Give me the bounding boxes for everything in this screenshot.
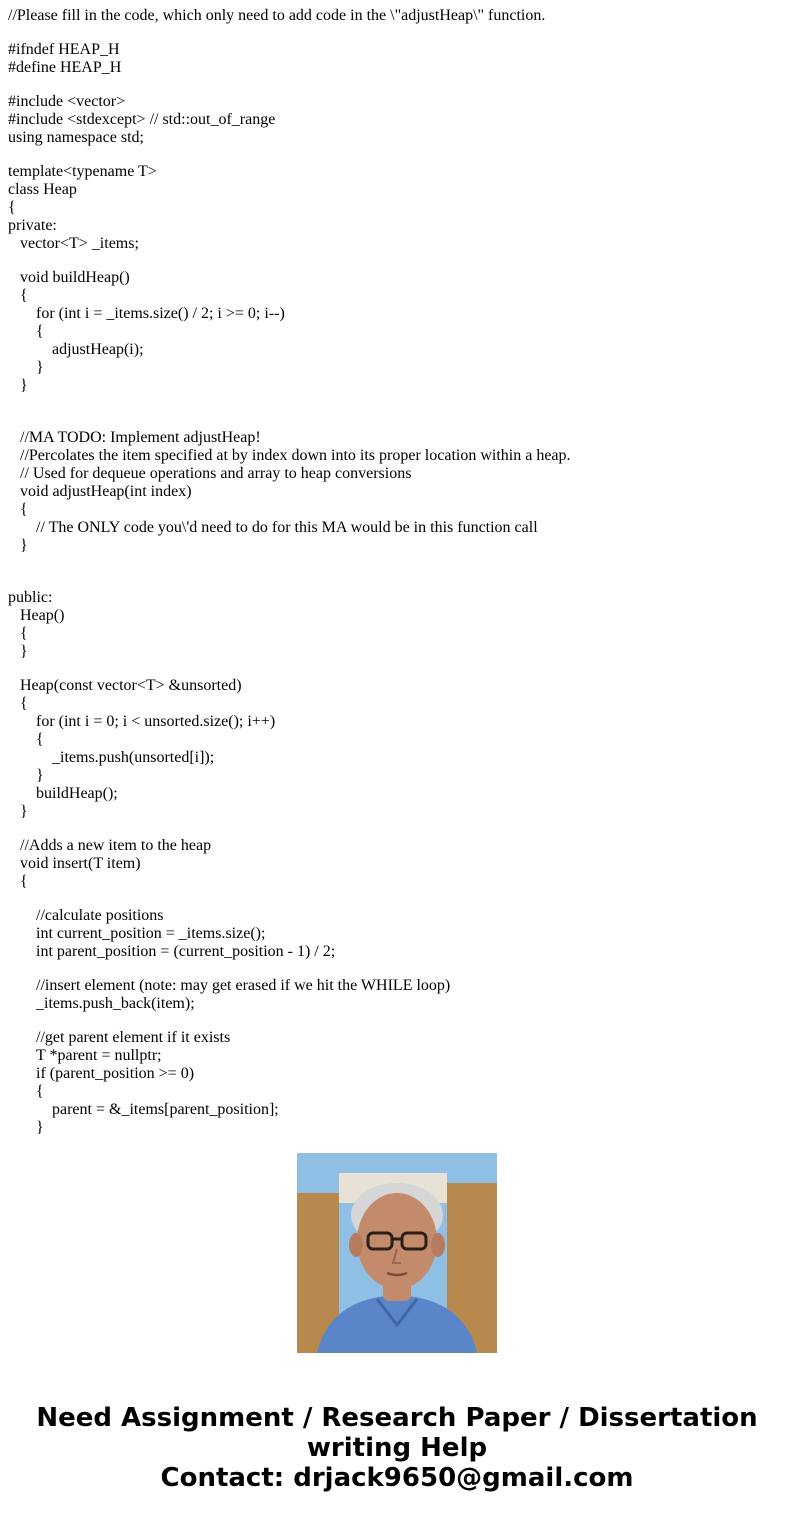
code-line: int parent_position = (current_position - 1) / 2;: [36, 943, 336, 960]
code-line: #define HEAP_H: [8, 59, 122, 76]
code-line: }: [20, 537, 28, 554]
code-line: {: [36, 1083, 44, 1100]
code-line: Heap(): [20, 607, 65, 624]
code-line: if (parent_position >= 0): [36, 1065, 195, 1082]
code-line: buildHeap();: [36, 785, 118, 802]
code-line: }: [20, 377, 28, 394]
code-line: using namespace std;: [8, 129, 144, 146]
code-line: // Used for dequeue operations and array to heap conversions: [20, 465, 412, 482]
code-line: //insert element (note: may get erased if we hit the WHILE loop): [36, 977, 451, 994]
promo-banner: [0, 1403, 794, 1493]
code-line: class Heap: [8, 181, 77, 198]
code-line: }: [36, 1119, 44, 1136]
code-line: }: [20, 643, 28, 660]
code-line: }: [36, 767, 44, 784]
code-line: void buildHeap(): [20, 269, 130, 286]
code-line: void insert(T item): [20, 855, 141, 872]
code-line: //calculate positions: [36, 907, 164, 924]
code-line: template<typename T>: [8, 163, 157, 180]
code-line: {: [20, 873, 28, 890]
code-line: {: [36, 323, 44, 340]
code-line: //Percolates the item specified at by index down into its proper location within a heap.: [20, 447, 571, 464]
code-line: {: [20, 695, 28, 712]
promo-line: writing Help: [306, 1433, 488, 1463]
code-line: adjustHeap(i);: [52, 341, 144, 358]
code-line: //Please fill in the code, which only need to add code in the \"adjustHeap\" function.: [8, 7, 546, 24]
code-line: // The ONLY code you\'d need to do for this MA would be in this function call: [36, 519, 538, 536]
code-line: vector<T> _items;: [20, 235, 139, 252]
code-line: private:: [8, 217, 57, 234]
avatar: [297, 1153, 497, 1353]
code-line: T *parent = nullptr;: [36, 1047, 162, 1064]
code-line: }: [20, 803, 28, 820]
code-line: _items.push(unsorted[i]);: [52, 749, 215, 766]
code-line: #ifndef HEAP_H: [8, 41, 120, 58]
code-line: //MA TODO: Implement adjustHeap!: [20, 429, 261, 446]
code-line: {: [20, 287, 28, 304]
code-line: Heap(const vector<T> &unsorted): [20, 677, 242, 694]
code-line: //get parent element if it exists: [36, 1029, 231, 1046]
code-line: for (int i = _items.size() / 2; i >= 0; i--): [36, 305, 285, 322]
code-line: int current_position = _items.size();: [36, 925, 266, 942]
code-line: for (int i = 0; i < unsorted.size(); i++): [36, 713, 276, 730]
code-line: //Adds a new item to the heap: [20, 837, 212, 854]
code-line: public:: [8, 589, 53, 606]
code-line: #include <vector>: [8, 93, 126, 110]
code-line: }: [36, 359, 44, 376]
code-listing: [8, 7, 788, 1136]
person-photo-icon: [297, 1153, 497, 1353]
avatar-ear-right: [431, 1233, 445, 1257]
promo-contact: Contact: drjack9650@gmail.com: [160, 1463, 634, 1493]
code-line: {: [8, 199, 16, 216]
code-line: #include <stdexcept> // std::out_of_range: [8, 111, 276, 128]
code-line: parent = &_items[parent_position];: [52, 1101, 279, 1118]
code-line: _items.push_back(item);: [36, 995, 195, 1012]
avatar-ear-left: [349, 1233, 363, 1257]
code-line: {: [36, 731, 44, 748]
code-line: {: [20, 501, 28, 518]
promo-line: Need Assignment / Research Paper / Dissertation: [36, 1403, 758, 1433]
code-line: {: [20, 625, 28, 642]
code-line: void adjustHeap(int index): [20, 483, 192, 500]
